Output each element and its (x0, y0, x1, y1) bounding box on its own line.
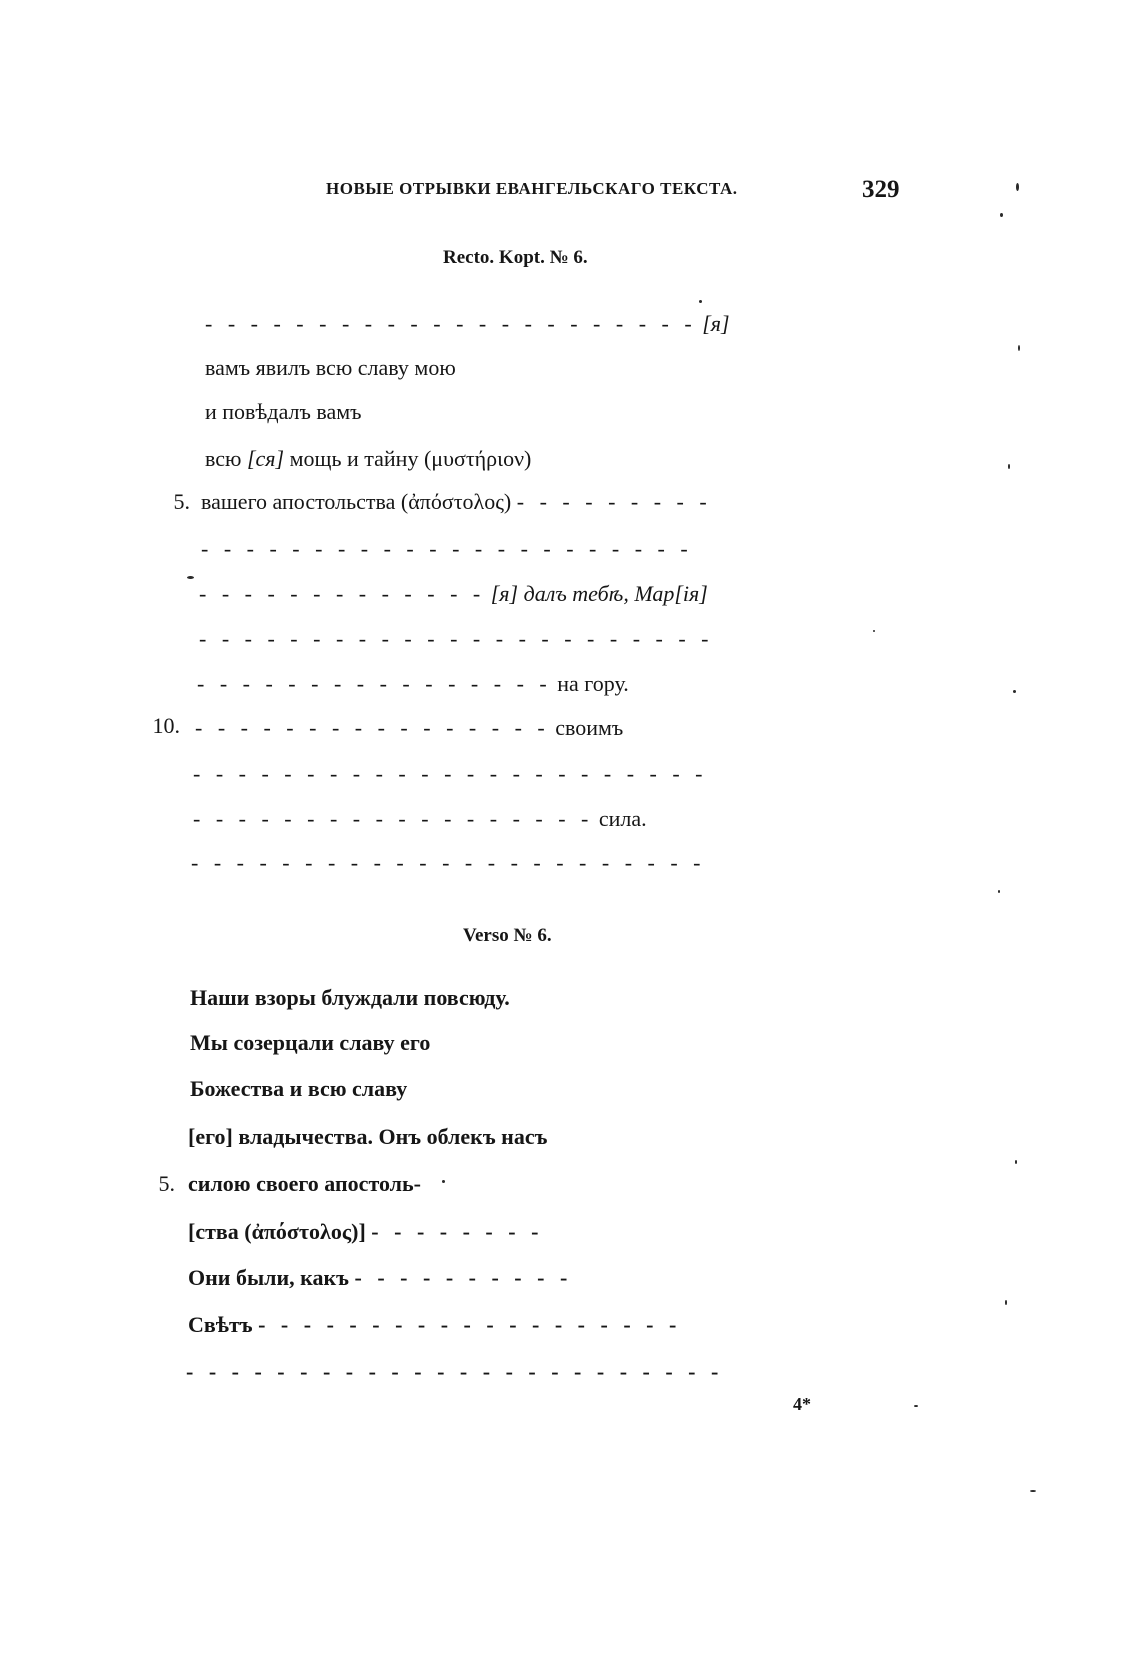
recto-line-number-10: 10. (152, 713, 180, 738)
verso-line-8 (188, 1313, 681, 1337)
line-text: [ства (ἀπόστολος)] (188, 1219, 366, 1244)
lacuna-dashes: - - - - - - - - - - - - - - - - - - - (258, 1312, 682, 1337)
line-text: Они были, какъ (188, 1265, 350, 1290)
line-text: Свѣтъ (188, 1312, 253, 1337)
recto-line-2: вамъ явилъ всю славу мою (205, 355, 456, 380)
scan-speck (914, 1405, 918, 1407)
scan-speck (1013, 690, 1016, 693)
verso-line-1: Наши взоры блуждали повсюду. (190, 985, 510, 1010)
scan-speck (873, 630, 875, 632)
verso-line-5: силою своего апостоль- (188, 1171, 421, 1196)
lacuna-dashes: - - - - - - - - - - - - - - - - (197, 671, 552, 696)
verso-line-6 (188, 1220, 543, 1244)
scan-speck (1015, 1160, 1017, 1164)
recto-line-9 (197, 672, 629, 696)
recto-line-4 (205, 447, 531, 471)
recto-line-10 (195, 716, 623, 740)
scan-speck (1008, 464, 1010, 469)
verso-line-3: Божества и всю славу (190, 1076, 408, 1101)
recto-line-7 (199, 582, 708, 606)
lacuna-dashes: - - - - - - - - - - - - - - - - - - - - - - (205, 311, 697, 336)
recto-line-number-5: 5. (173, 489, 190, 514)
scan-speck (1018, 345, 1020, 351)
line-text: своимъ (555, 715, 624, 740)
recto-line-6: - - - - - - - - - - - - - - - - - - - - - - (201, 536, 693, 561)
lacuna-dashes: - - - - - - - - (371, 1219, 544, 1244)
page-number: 329 (862, 176, 900, 203)
verso-heading: Verso № 6. (463, 925, 552, 946)
line-text: на гору. (557, 671, 629, 696)
scan-speck (998, 890, 1000, 893)
line-text: сила. (598, 806, 647, 831)
recto-line-1 (205, 312, 730, 336)
scan-speck (187, 576, 194, 579)
lacuna-dashes: - - - - - - - - - - (354, 1265, 573, 1290)
verso-line-4: [его] владычества. Онъ облекъ насъ (188, 1124, 548, 1149)
recto-line-13: - - - - - - - - - - - - - - - - - - - - - - - (191, 850, 706, 875)
signature-mark: 4* (793, 1394, 811, 1414)
recto-heading: Recto. Kopt. № 6. (443, 247, 588, 268)
verso-line-7 (188, 1266, 572, 1290)
verso-line-number-5: 5. (158, 1171, 175, 1196)
verso-line-9: - - - - - - - - - - - - - - - - - - - - - - - - (186, 1359, 724, 1384)
scan-speck (1016, 183, 1019, 191)
lacuna-dashes: - - - - - - - - - - - - - (199, 581, 486, 606)
lacuna-dashes: - - - - - - - - - - - - - - - - (195, 715, 550, 740)
line-text: вашего апостольства (ἀπόστολος) (201, 489, 512, 514)
scan-speck (1030, 1490, 1036, 1492)
running-title: НОВЫЕ ОТРЫВКИ ЕВАНГЕЛЬСКАГО ТЕКСТА. (326, 179, 738, 198)
scan-speck (1005, 1300, 1007, 1305)
bracket-text: [я] (702, 311, 730, 336)
lacuna-dashes: - - - - - - - - - - - - - - - - - - (193, 806, 594, 831)
scan-speck (442, 1180, 445, 1183)
line-text: мощь и тайну (μυστήριον) (289, 446, 532, 471)
verso-line-2: Мы созерцали славу его (190, 1030, 431, 1055)
lacuna-dashes: - - - - - - - - - (516, 489, 712, 514)
scan-speck (699, 300, 702, 303)
bracket-text: [ся] (246, 446, 285, 471)
recto-line-12 (193, 807, 647, 831)
line-text: [я] далъ тебѣ, Мар[ія] (490, 581, 708, 606)
recto-line-11: - - - - - - - - - - - - - - - - - - - - - - - (193, 761, 708, 786)
scan-speck (1000, 213, 1003, 217)
recto-line-3: и повѣдалъ вамъ (205, 399, 362, 424)
recto-line-8: - - - - - - - - - - - - - - - - - - - - - - - (199, 626, 714, 651)
line-text: всю (205, 446, 242, 471)
recto-line-5 (201, 490, 712, 514)
